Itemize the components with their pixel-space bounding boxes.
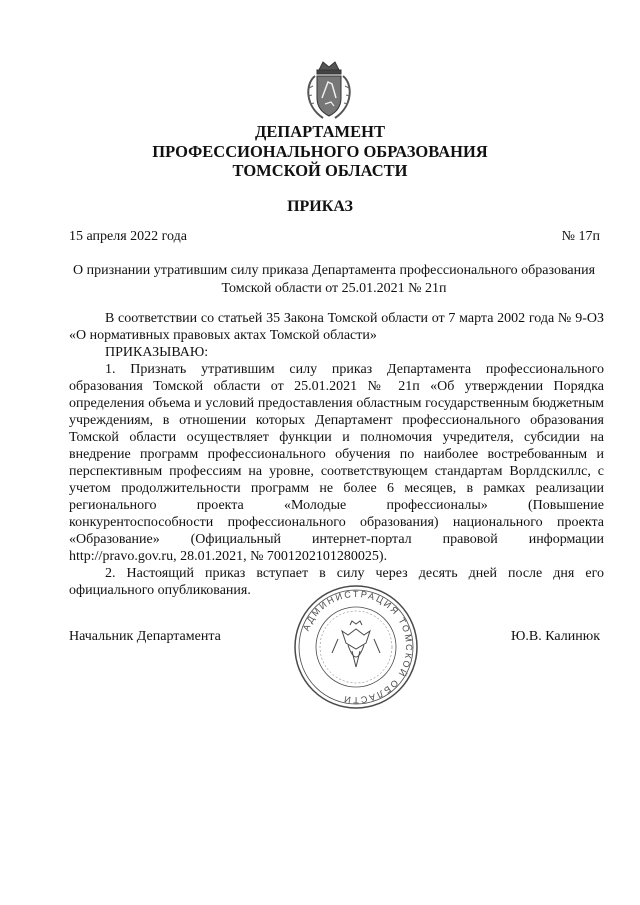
subject-line1: О признании утратившим силу приказа Департамента профессионального образования [72,263,596,278]
seal-text: АДМИНИСТРАЦИЯ ТОМСКОЙ ОБЛАСТИ [300,588,415,706]
signatory-name: Ю.В. Калинюк [511,629,600,644]
command-word: ПРИКАЗЫВАЮ: [105,345,209,360]
item-1-paragraph: 1. Признать утратившим силу приказ Департамента профессионального образования Томской области от 25.01.2021 № 21п «Об утверждении Порядка определения объема и условий предоставления областным государственным бюджетным учреждениям, в отношении которых Департамент профессионального образования Томской области осуществляет функции и полномочия учредителя, субсидии на внедрение программ профессионального обучения по наиболее востребованным и перспективным профессиям на уровне, соответствующем стандартам Ворлдскиллс, с учетом продолжительности программ не более 6 месяцев, в рамках реализации регионального проекта «Молодые профессионалы» (Повышение конкурентоспособности профессионального образования) национального проекта «Образование» (Официальный интернет-портал правовой информации http://pravo.gov.ru, 28.01.2021, № 7001202101280025). [69,362,604,564]
document-body [69,310,604,599]
svg-text:АДМИНИСТРАЦИЯ ТОМСКОЙ ОБЛАСТИ [301,589,414,705]
document-number: № 17п [561,229,600,244]
signatory-position: Начальник Департамента [69,629,221,644]
document-type-title: ПРИКАЗ [287,198,353,215]
department-name-line2: ПРОФЕССИОНАЛЬНОГО ОБРАЗОВАНИЯ [152,142,488,161]
tomsk-oblast-coat-of-arms-icon [301,58,357,122]
item-2-paragraph: 2. Настоящий приказ вступает в силу через десять дней после дня его официального опубликования. [69,566,604,598]
document-date: 15 апреля 2022 года [69,229,187,244]
preamble-paragraph: В соответствии со статьей 35 Закона Томской области от 7 марта 2002 года № 9-ОЗ «О нормативных правовых актах Томской области» [69,311,604,343]
official-seal-icon [292,583,420,711]
department-name-line1: ДЕПАРТАМЕНТ [255,122,385,141]
department-name-line3: ТОМСКОЙ ОБЛАСТИ [232,161,408,180]
subject-line2: Томской области от 25.01.2021 № 21п [221,281,447,296]
